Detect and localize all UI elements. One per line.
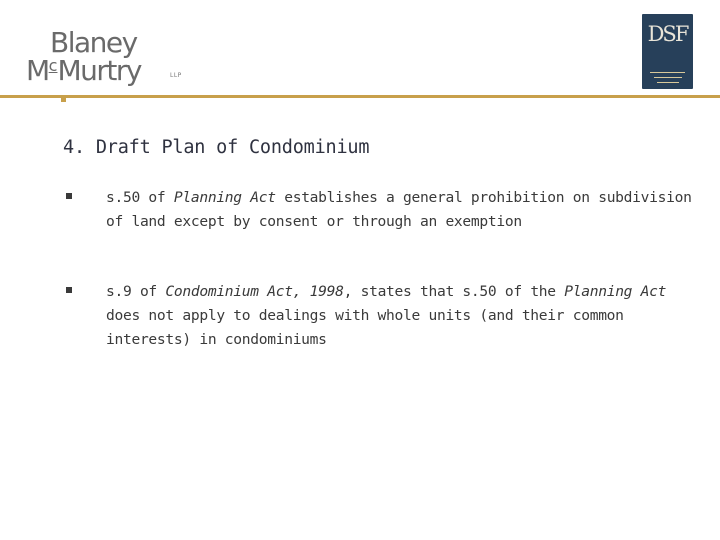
bullet-text-part: s.50 of	[106, 189, 174, 206]
dsf-logo-mark: DSF	[647, 22, 688, 46]
logo-line2-c: c	[48, 56, 58, 75]
bullet-text-part: , states that s.50 of the	[343, 283, 565, 300]
bullet-text	[106, 186, 706, 234]
dsf-logo-rule	[657, 82, 679, 83]
dsf-logo	[642, 14, 693, 89]
bullet-text-italic: Planning Act	[564, 283, 667, 300]
logo-suffix: LLP	[170, 72, 182, 79]
header-divider-tick	[61, 95, 66, 102]
bullet-square-icon	[66, 193, 72, 199]
logo-line2	[26, 54, 141, 87]
dsf-logo-rule	[654, 77, 682, 78]
bullet-text-part: s.9 of	[106, 283, 166, 300]
logo-line2-rest: Murtry	[57, 54, 141, 87]
bullet-text	[106, 280, 706, 352]
logo-line2-m: M	[26, 54, 49, 87]
bullet-square-icon	[66, 287, 72, 293]
slide-title: 4. Draft Plan of Condominium	[63, 137, 370, 158]
header-divider	[0, 95, 720, 98]
logo-line1: Blaney	[50, 26, 137, 59]
bullet-text-part: does not apply to dealings with whole units (and their common interests) in condominiums	[106, 307, 624, 348]
dsf-logo-rule	[650, 72, 685, 73]
bullet-text-italic: Condominium Act, 1998	[165, 283, 344, 300]
bullet-text-italic: Planning Act	[173, 189, 276, 206]
bullet-text-part: establishes a general prohibition on subdivision of land except by consent or through an exemption	[106, 189, 692, 230]
blaney-mcmurtry-logo	[26, 26, 196, 92]
